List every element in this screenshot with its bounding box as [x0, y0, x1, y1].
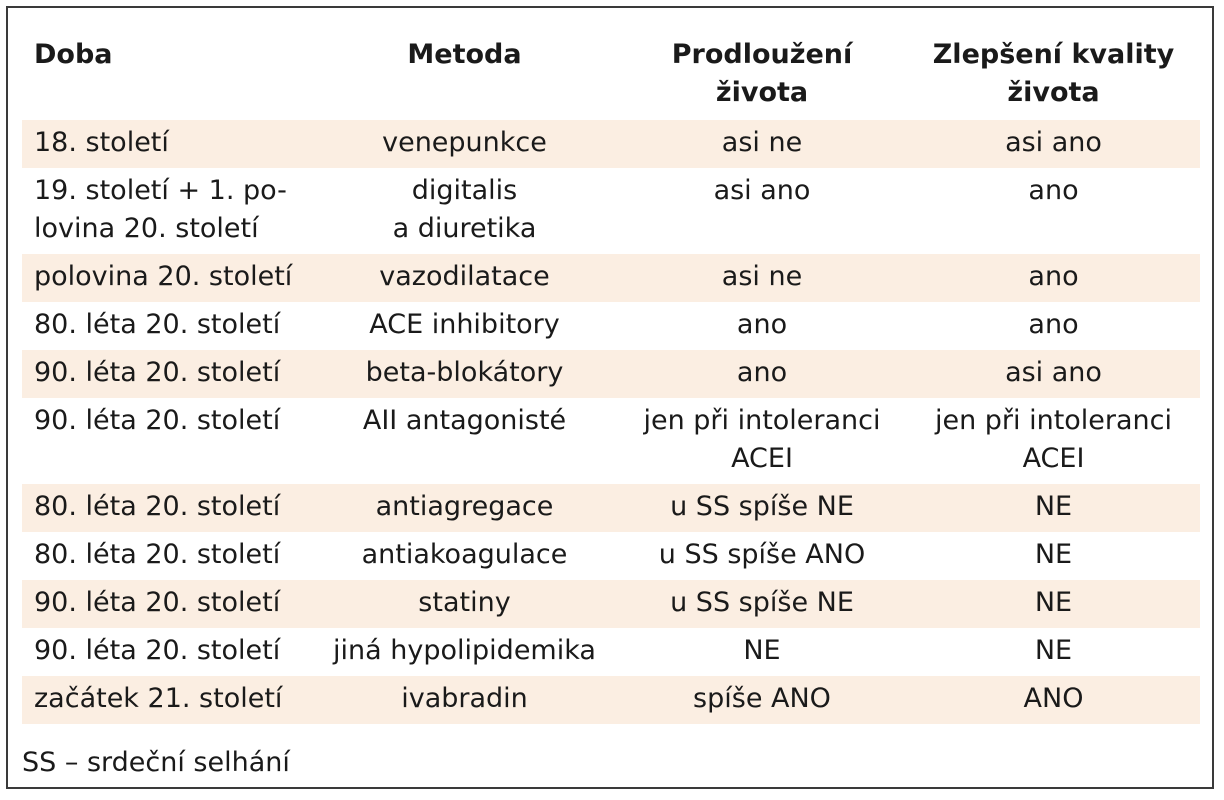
table-row — [22, 532, 1200, 580]
header-zlepseni: Zlepšení kvality života — [932, 39, 1175, 108]
cell-zlepseni: NE — [1034, 635, 1073, 666]
cell-doba: 19. století + 1. po- lovina 20. století — [34, 175, 287, 244]
cell-metoda: AII antagonisté — [362, 405, 567, 436]
table-row — [22, 580, 1200, 628]
cell-metoda: antiagregace — [312, 484, 617, 532]
cell-doba: 18. století — [22, 120, 312, 168]
cell-metoda: jiná hypolipidemika — [333, 635, 596, 666]
header-doba: Doba — [34, 39, 113, 70]
cell-zlepseni: ano — [1028, 175, 1079, 206]
cell-doba: 90. léta 20. století — [34, 405, 281, 436]
cell-metoda: ivabradin — [312, 676, 617, 724]
cell-metoda: beta-blokátory — [312, 350, 617, 398]
cell-zlepseni: NE — [907, 580, 1200, 628]
cell-zlepseni: ANO — [907, 676, 1200, 724]
table-row — [22, 484, 1200, 532]
cell-metoda: venepunkce — [312, 120, 617, 168]
cell-doba: začátek 21. století — [22, 676, 312, 724]
history-table — [22, 30, 1200, 724]
cell-zlepseni: ano — [1028, 309, 1079, 340]
cell-prodlouzeni: u SS spíše ANO — [658, 539, 866, 570]
cell-prodlouzeni: asi ano — [713, 175, 811, 206]
table-row — [22, 676, 1200, 724]
cell-prodlouzeni: spíše ANO — [617, 676, 907, 724]
cell-prodlouzeni: ano — [617, 350, 907, 398]
cell-metoda: antiakoagulace — [361, 539, 568, 570]
table-header-row — [22, 30, 1200, 120]
cell-doba: 90. léta 20. století — [22, 350, 312, 398]
table-row — [22, 350, 1200, 398]
footnote: SS – srdeční selhání — [22, 747, 290, 778]
table-row — [22, 168, 1200, 254]
table-row — [22, 254, 1200, 302]
cell-doba: 90. léta 20. století — [22, 580, 312, 628]
cell-zlepseni: ano — [907, 254, 1200, 302]
cell-metoda: vazodilatace — [312, 254, 617, 302]
cell-doba: 80. léta 20. století — [22, 484, 312, 532]
table-row — [22, 120, 1200, 168]
cell-prodlouzeni: u SS spíše NE — [617, 580, 907, 628]
cell-zlepseni: asi ano — [907, 350, 1200, 398]
header-metoda: Metoda — [407, 39, 522, 70]
cell-prodlouzeni: u SS spíše NE — [617, 484, 907, 532]
cell-zlepseni: asi ano — [907, 120, 1200, 168]
cell-zlepseni: NE — [1034, 539, 1073, 570]
cell-doba: 90. léta 20. století — [34, 635, 281, 666]
table-row — [22, 628, 1200, 676]
cell-zlepseni: jen při intoleranci ACEI — [934, 405, 1173, 474]
cell-doba: polovina 20. století — [22, 254, 312, 302]
cell-prodlouzeni: jen při intoleranci ACEI — [643, 405, 881, 474]
cell-metoda: statiny — [312, 580, 617, 628]
cell-prodlouzeni: asi ne — [617, 254, 907, 302]
header-prodlouzeni: Prodloužení života — [671, 39, 853, 108]
table-row — [22, 302, 1200, 350]
cell-prodlouzeni: NE — [743, 635, 781, 666]
cell-prodlouzeni: asi ne — [617, 120, 907, 168]
cell-metoda: ACE inhibitory — [369, 309, 560, 340]
cell-metoda: digitalis a diuretika — [392, 175, 537, 244]
cell-doba: 80. léta 20. století — [34, 539, 281, 570]
cell-doba: 80. léta 20. století — [34, 309, 281, 340]
cell-zlepseni: NE — [907, 484, 1200, 532]
table-row — [22, 398, 1200, 484]
cell-prodlouzeni: ano — [736, 309, 788, 340]
